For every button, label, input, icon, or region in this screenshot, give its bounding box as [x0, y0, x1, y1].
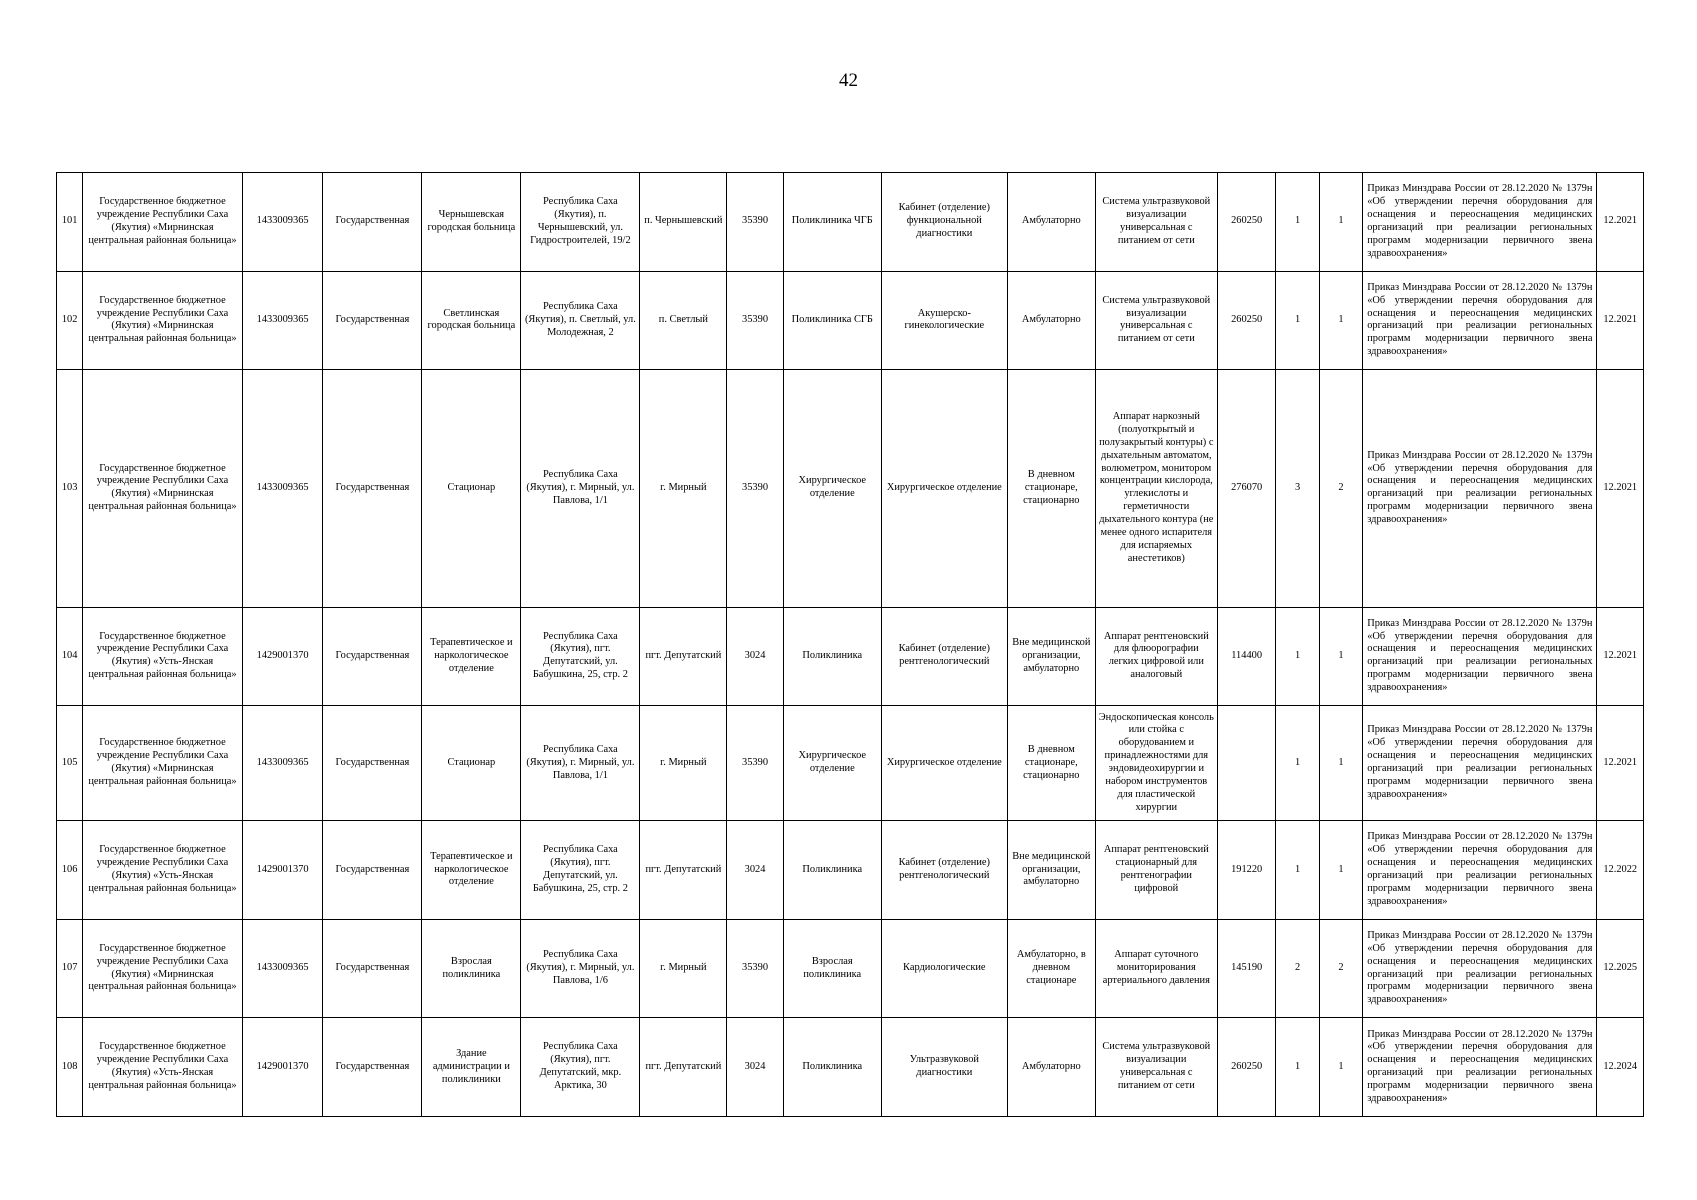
subdivision-cell: Взрослая поликлиника [783, 919, 881, 1018]
table-row [57, 706, 1644, 821]
qty-planned-cell: 1 [1319, 607, 1362, 706]
qty-planned-cell: 1 [1319, 821, 1362, 920]
qty-required-cell: 2 [1276, 919, 1319, 1018]
inn-cell: 1429001370 [242, 1018, 323, 1117]
order-cell: Приказ Минздрава России от 28.12.2020 № 1379н «Об утверждении перечня оборудования для оснащения и переоснащения медицинских организаций при реализации региональных программ модернизации первичного звена здравоохранения» [1363, 1018, 1597, 1117]
building-cell: Терапевтическое и наркологическое отделение [422, 607, 521, 706]
page-number: 42 [839, 70, 858, 91]
inn-cell: 1433009365 [242, 173, 323, 272]
inn-cell: 1433009365 [242, 271, 323, 370]
building-cell: Здание администрации и поликлиники [422, 1018, 521, 1117]
address-cell: Республика Саха (Якутия), г. Мирный, ул. Павлова, 1/6 [521, 919, 640, 1018]
subdivision-cell: Хирургическое отделение [783, 370, 881, 607]
equipment-cell: Аппарат суточного мониторирования артериального давления [1095, 919, 1217, 1018]
row-number-cell: 108 [57, 1018, 83, 1117]
care-conditions-cell: Амбулаторно [1007, 271, 1095, 370]
care-conditions-cell: В дневном стационаре, стационарно [1007, 706, 1095, 821]
department-cell: Хирургическое отделение [881, 706, 1007, 821]
qty-required-cell: 1 [1276, 173, 1319, 272]
care-conditions-cell: Амбулаторно [1007, 1018, 1095, 1117]
date-cell: 12.2022 [1597, 821, 1644, 920]
organization-cell: Государственное бюджетное учреждение Республики Саха (Якутия) «Мирнинская центральная районная больница» [83, 173, 243, 272]
address-cell: Республика Саха (Якутия), п. Светлый, ул. Молодежная, 2 [521, 271, 640, 370]
qty-required-cell: 1 [1276, 821, 1319, 920]
table-body [57, 173, 1644, 1117]
row-number-cell: 102 [57, 271, 83, 370]
qty-planned-cell: 1 [1319, 1018, 1362, 1117]
locality-code-cell: 3024 [727, 1018, 784, 1117]
locality-code-cell: 3024 [727, 821, 784, 920]
address-cell: Республика Саха (Якутия), п. Чернышевский, ул. Гидростроителей, 19/2 [521, 173, 640, 272]
inn-cell: 1433009365 [242, 706, 323, 821]
locality-cell: п. Светлый [640, 271, 727, 370]
table-row [57, 271, 1644, 370]
order-cell: Приказ Минздрава России от 28.12.2020 № 1379н «Об утверждении перечня оборудования для оснащения и переоснащения медицинских организаций при реализации региональных программ модернизации первичного звена здравоохранения» [1363, 271, 1597, 370]
building-cell: Светлинская городская больница [422, 271, 521, 370]
locality-cell: п. Чернышевский [640, 173, 727, 272]
department-cell: Ультразвуковой диагностики [881, 1018, 1007, 1117]
equipment-cell: Система ультразвуковой визуализации универсальная с питанием от сети [1095, 1018, 1217, 1117]
department-cell: Кабинет (отделение) рентгенологический [881, 607, 1007, 706]
equipment-cell: Система ультразвуковой визуализации универсальная с питанием от сети [1095, 271, 1217, 370]
subdivision-cell: Поликлиника ЧГБ [783, 173, 881, 272]
equipment-code-cell: 276070 [1217, 370, 1276, 607]
subdivision-cell: Хирургическое отделение [783, 706, 881, 821]
inn-cell: 1433009365 [242, 370, 323, 607]
ownership-cell: Государственная [323, 607, 422, 706]
care-conditions-cell: Вне медицинской организации, амбулаторно [1007, 607, 1095, 706]
equipment-code-cell [1217, 706, 1276, 821]
order-cell: Приказ Минздрава России от 28.12.2020 № 1379н «Об утверждении перечня оборудования для оснащения и переоснащения медицинских организаций при реализации региональных программ модернизации первичного звена здравоохранения» [1363, 919, 1597, 1018]
locality-cell: г. Мирный [640, 370, 727, 607]
address-cell: Республика Саха (Якутия), пгт. Депутатский, ул. Бабушкина, 25, стр. 2 [521, 607, 640, 706]
equipment-cell: Аппарат рентгеновский стационарный для рентгенографии цифровой [1095, 821, 1217, 920]
locality-cell: пгт. Депутатский [640, 821, 727, 920]
care-conditions-cell: Амбулаторно, в дневном стационаре [1007, 919, 1095, 1018]
equipment-cell: Эндоскопическая консоль или стойка с оборудованием и принадлежностями для эндовидеохирургии и набором инструментов для пластической хирургии [1095, 706, 1217, 821]
address-cell: Республика Саха (Якутия), г. Мирный, ул. Павлова, 1/1 [521, 706, 640, 821]
equipment-cell: Аппарат наркозный (полуоткрытый и полузакрытый контуры) с дыхательным автоматом, волюметром, монитором концентрации кислорода, углекислоты и герметичности дыхательного контура (не менее одного испарителя для испаряемых анестетиков) [1095, 370, 1217, 607]
date-cell: 12.2021 [1597, 607, 1644, 706]
date-cell: 12.2021 [1597, 173, 1644, 272]
qty-planned-cell: 1 [1319, 706, 1362, 821]
department-cell: Кабинет (отделение) рентгенологический [881, 821, 1007, 920]
table-row [57, 919, 1644, 1018]
inn-cell: 1429001370 [242, 607, 323, 706]
care-conditions-cell: Вне медицинской организации, амбулаторно [1007, 821, 1095, 920]
order-cell: Приказ Минздрава России от 28.12.2020 № 1379н «Об утверждении перечня оборудования для оснащения и переоснащения медицинских организаций при реализации региональных программ модернизации первичного звена здравоохранения» [1363, 821, 1597, 920]
table-row [57, 173, 1644, 272]
subdivision-cell: Поликлиника [783, 821, 881, 920]
equipment-code-cell: 260250 [1217, 1018, 1276, 1117]
table-row [57, 1018, 1644, 1117]
building-cell: Взрослая поликлиника [422, 919, 521, 1018]
row-number-cell: 104 [57, 607, 83, 706]
order-cell: Приказ Минздрава России от 28.12.2020 № 1379н «Об утверждении перечня оборудования для оснащения и переоснащения медицинских организаций при реализации региональных программ модернизации первичного звена здравоохранения» [1363, 706, 1597, 821]
qty-required-cell: 1 [1276, 1018, 1319, 1117]
ownership-cell: Государственная [323, 271, 422, 370]
qty-planned-cell: 1 [1319, 173, 1362, 272]
equipment-code-cell: 145190 [1217, 919, 1276, 1018]
subdivision-cell: Поликлиника [783, 1018, 881, 1117]
locality-cell: пгт. Депутатский [640, 607, 727, 706]
address-cell: Республика Саха (Якутия), пгт. Депутатский, ул. Бабушкина, 25, стр. 2 [521, 821, 640, 920]
department-cell: Кабинет (отделение) функциональной диагностики [881, 173, 1007, 272]
table-row [57, 370, 1644, 607]
building-cell: Стационар [422, 706, 521, 821]
table-row [57, 821, 1644, 920]
locality-code-cell: 35390 [727, 173, 784, 272]
equipment-code-cell: 260250 [1217, 271, 1276, 370]
ownership-cell: Государственная [323, 821, 422, 920]
order-cell: Приказ Минздрава России от 28.12.2020 № 1379н «Об утверждении перечня оборудования для оснащения и переоснащения медицинских организаций при реализации региональных программ модернизации первичного звена здравоохранения» [1363, 607, 1597, 706]
ownership-cell: Государственная [323, 370, 422, 607]
locality-cell: г. Мирный [640, 919, 727, 1018]
building-cell: Чернышевская городская больница [422, 173, 521, 272]
organization-cell: Государственное бюджетное учреждение Республики Саха (Якутия) «Усть-Янская центральная районная больница» [83, 607, 243, 706]
ownership-cell: Государственная [323, 919, 422, 1018]
qty-planned-cell: 2 [1319, 919, 1362, 1018]
date-cell: 12.2021 [1597, 706, 1644, 821]
organization-cell: Государственное бюджетное учреждение Республики Саха (Якутия) «Мирнинская центральная районная больница» [83, 370, 243, 607]
row-number-cell: 105 [57, 706, 83, 821]
date-cell: 12.2024 [1597, 1018, 1644, 1117]
qty-required-cell: 3 [1276, 370, 1319, 607]
ownership-cell: Государственная [323, 706, 422, 821]
qty-planned-cell: 1 [1319, 271, 1362, 370]
subdivision-cell: Поликлиника СГБ [783, 271, 881, 370]
equipment-code-cell: 114400 [1217, 607, 1276, 706]
row-number-cell: 106 [57, 821, 83, 920]
organization-cell: Государственное бюджетное учреждение Республики Саха (Якутия) «Мирнинская центральная районная больница» [83, 271, 243, 370]
equipment-code-cell: 191220 [1217, 821, 1276, 920]
table-row [57, 607, 1644, 706]
organization-cell: Государственное бюджетное учреждение Республики Саха (Якутия) «Усть-Янская центральная районная больница» [83, 821, 243, 920]
locality-code-cell: 3024 [727, 607, 784, 706]
building-cell: Терапевтическое и наркологическое отделение [422, 821, 521, 920]
care-conditions-cell: Амбулаторно [1007, 173, 1095, 272]
locality-code-cell: 35390 [727, 271, 784, 370]
row-number-cell: 107 [57, 919, 83, 1018]
qty-required-cell: 1 [1276, 607, 1319, 706]
equipment-cell: Аппарат рентгеновский для флюорографии легких цифровой или аналоговый [1095, 607, 1217, 706]
equipment-table [56, 172, 1644, 1117]
locality-code-cell: 35390 [727, 919, 784, 1018]
address-cell: Республика Саха (Якутия), пгт. Депутатский, мкр. Арктика, 30 [521, 1018, 640, 1117]
ownership-cell: Государственная [323, 1018, 422, 1117]
inn-cell: 1429001370 [242, 821, 323, 920]
locality-code-cell: 35390 [727, 370, 784, 607]
date-cell: 12.2021 [1597, 370, 1644, 607]
qty-required-cell: 1 [1276, 706, 1319, 821]
organization-cell: Государственное бюджетное учреждение Республики Саха (Якутия) «Мирнинская центральная районная больница» [83, 706, 243, 821]
row-number-cell: 101 [57, 173, 83, 272]
department-cell: Кардиологические [881, 919, 1007, 1018]
order-cell: Приказ Минздрава России от 28.12.2020 № 1379н «Об утверждении перечня оборудования для оснащения и переоснащения медицинских организаций при реализации региональных программ модернизации первичного звена здравоохранения» [1363, 173, 1597, 272]
date-cell: 12.2025 [1597, 919, 1644, 1018]
qty-planned-cell: 2 [1319, 370, 1362, 607]
inn-cell: 1433009365 [242, 919, 323, 1018]
organization-cell: Государственное бюджетное учреждение Республики Саха (Якутия) «Мирнинская центральная районная больница» [83, 919, 243, 1018]
subdivision-cell: Поликлиника [783, 607, 881, 706]
locality-cell: г. Мирный [640, 706, 727, 821]
department-cell: Акушерско-гинекологические [881, 271, 1007, 370]
organization-cell: Государственное бюджетное учреждение Республики Саха (Якутия) «Усть-Янская центральная районная больница» [83, 1018, 243, 1117]
building-cell: Стационар [422, 370, 521, 607]
row-number-cell: 103 [57, 370, 83, 607]
date-cell: 12.2021 [1597, 271, 1644, 370]
locality-code-cell: 35390 [727, 706, 784, 821]
qty-required-cell: 1 [1276, 271, 1319, 370]
address-cell: Республика Саха (Якутия), г. Мирный, ул. Павлова, 1/1 [521, 370, 640, 607]
care-conditions-cell: В дневном стационаре, стационарно [1007, 370, 1095, 607]
ownership-cell: Государственная [323, 173, 422, 272]
order-cell: Приказ Минздрава России от 28.12.2020 № 1379н «Об утверждении перечня оборудования для оснащения и переоснащения медицинских организаций при реализации региональных программ модернизации первичного звена здравоохранения» [1363, 370, 1597, 607]
locality-cell: пгт. Депутатский [640, 1018, 727, 1117]
equipment-cell: Система ультразвуковой визуализации универсальная с питанием от сети [1095, 173, 1217, 272]
department-cell: Хирургическое отделение [881, 370, 1007, 607]
equipment-code-cell: 260250 [1217, 173, 1276, 272]
